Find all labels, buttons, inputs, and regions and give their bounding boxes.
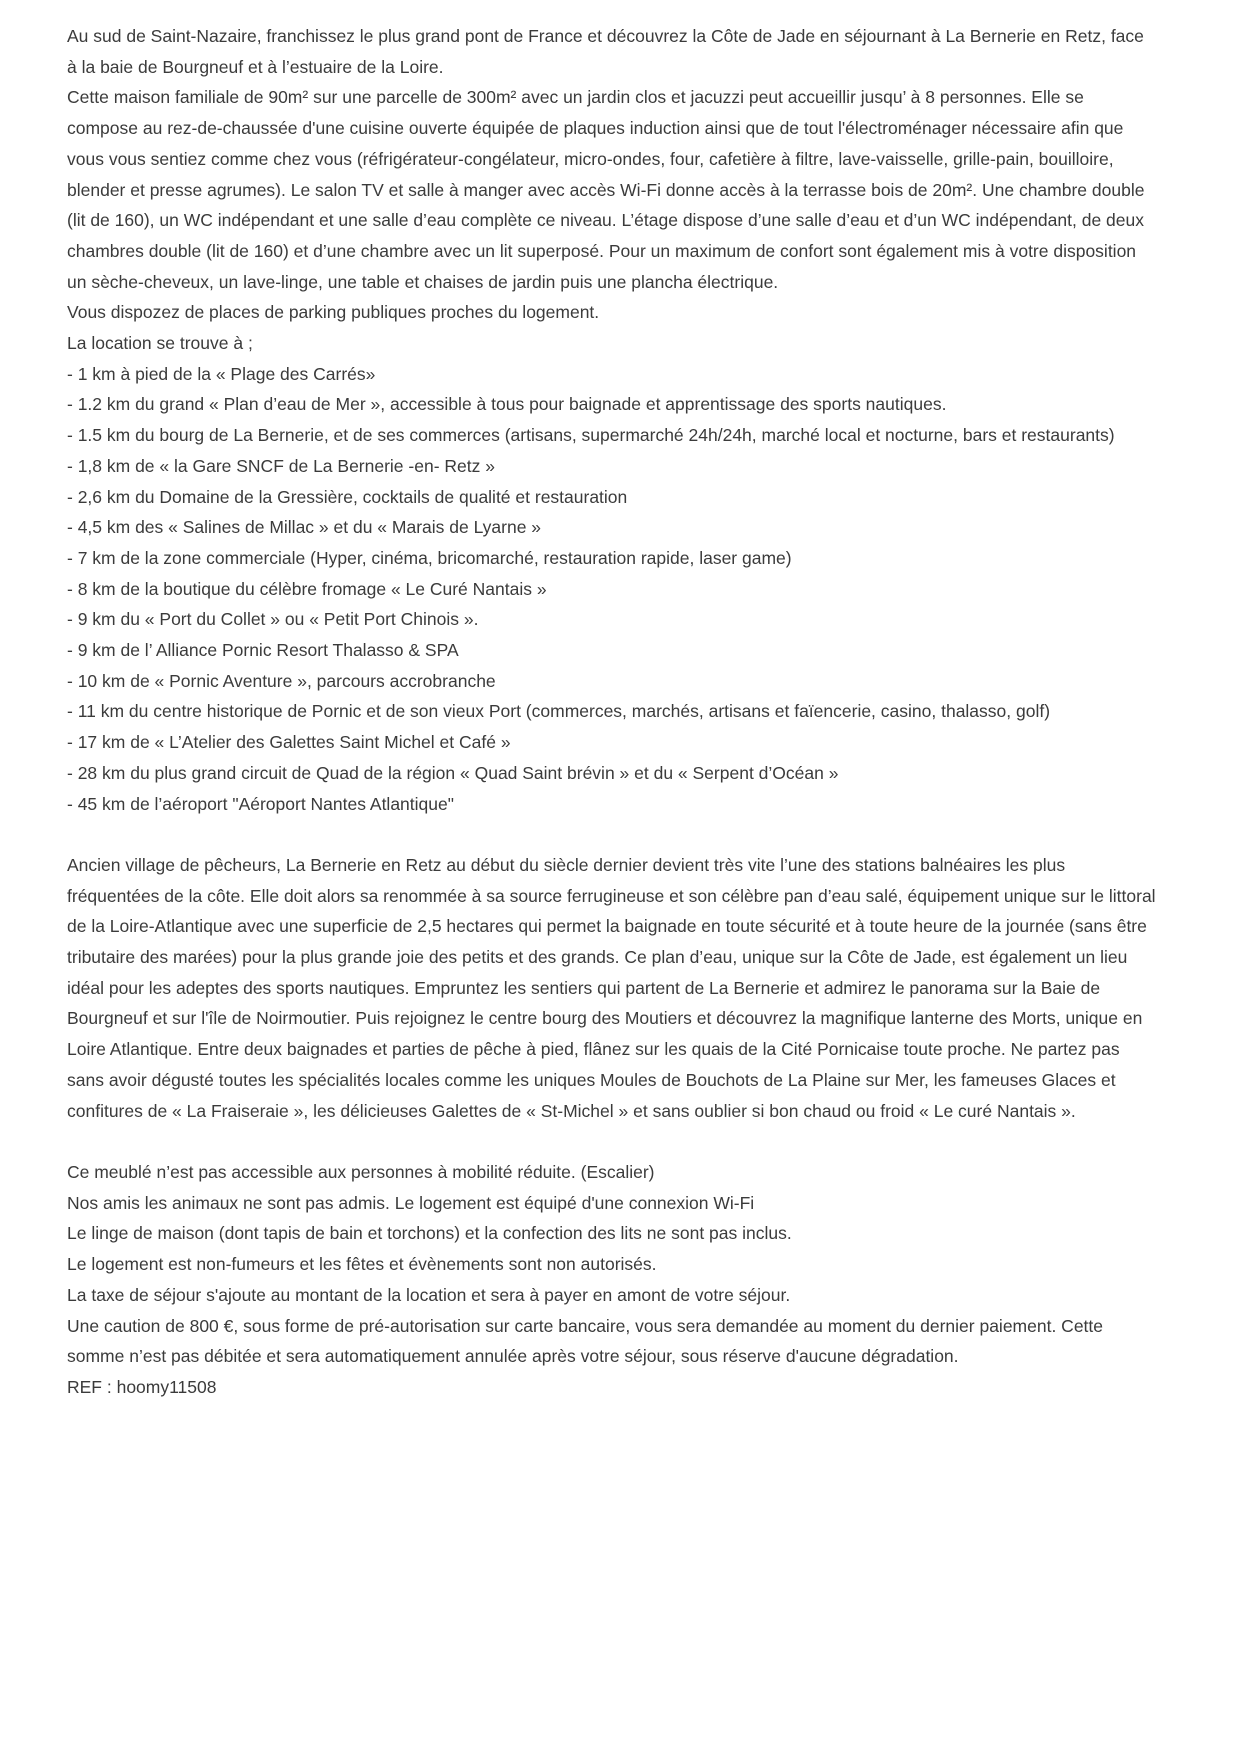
distance-item: - 2,6 km du Domaine de la Gressière, cocktails de qualité et restauration (67, 486, 628, 507)
condition-line: Le logement est non-fumeurs et les fêtes et évènements sont non autorisés. (67, 1254, 657, 1275)
distance-item: - 28 km du plus grand circuit de Quad de la région « Quad Saint brévin » et du « Serpent d’Océan » (67, 762, 839, 783)
distance-item: - 11 km du centre historique de Pornic et de son vieux Port (commerces, marchés, artisans et faïencerie, casino, thalasso, golf) (67, 701, 1051, 722)
distance-item: - 7 km de la zone commerciale (Hyper, cinéma, bricomarché, restauration rapide, laser game) (67, 547, 792, 568)
location-heading: La location se trouve à ; (67, 333, 253, 354)
condition-line: Nos amis les animaux ne sont pas admis. Le logement est équipé d'une connexion Wi-Fi (67, 1192, 755, 1213)
distance-item: - 8 km de la boutique du célèbre fromage « Le Curé Nantais » (67, 578, 547, 599)
distance-item: - 1 km à pied de la « Plage des Carrés» (67, 363, 376, 384)
condition-line: Une caution de 800 €, sous forme de pré-autorisation sur carte bancaire, vous sera demandée au moment du dernier paiement. Cette somme n’est pas débitée et sera automatiquement annulée après votre séjour, sous réserve d'aucune dégradation. (67, 1315, 1108, 1367)
distance-item: - 1,8 km de « la Gare SNCF de La Bernerie -en- Retz » (67, 455, 495, 476)
distance-item: - 45 km de l’aéroport "Aéroport Nantes Atlantique" (67, 793, 454, 814)
history-paragraph: Ancien village de pêcheurs, La Bernerie en Retz au début du siècle dernier devient très vite l’une des stations balnéaires les plus fréquentées de la côte. Elle doit alors sa renommée à sa source ferrugineuse et son célèbre pan d’eau salé, équipement unique sur le littoral de la Loire-Atlantique avec une superficie de 2,5 hectares qui permet la baignade en toute sécurité et à toute heure de la journée (sans être tributaire des marées) pour la plus grande joie des petits et des grands. Ce plan d’eau, unique sur la Côte de Jade, est également un lieu idéal pour les adeptes des sports nautiques. Empruntez les sentiers qui partent de La Bernerie et admirez le panorama sur la Baie de Bourgneuf et sur l'île de Noirmoutier. Puis rejoignez le centre bourg des Moutiers et découvrez la magnifique lanterne des Morts, unique en Loire Atlantique. Entre deux baignades et parties de pêche à pied, flânez sur les quais de la Cité Pornicaise toute proche. Ne partez pas sans avoir dégusté toutes les spécialités locales comme les uniques Moules de Bouchots de La Plaine sur Mer, les fameuses Glaces et confitures de « La Fraiseraie », les délicieuses Galettes de « St-Michel » et sans oublier si bon chaud ou froid « Le curé Nantais ». (67, 854, 1161, 1121)
reference-line: REF : hoomy11508 (67, 1376, 217, 1397)
distance-item: - 1.5 km du bourg de La Bernerie, et de ses commerces (artisans, supermarché 24h/24h, marché local et nocturne, bars et restaurants) (67, 425, 1115, 446)
distance-item: - 9 km de l’ Alliance Pornic Resort Thalasso & SPA (67, 640, 459, 661)
blank-line (67, 819, 1156, 850)
description-paragraph: Cette maison familiale de 90m² sur une parcelle de 300m² avec un jardin clos et jacuzzi peut accueillir jusqu’ à 8 personnes. Elle se compose au rez-de-chaussée d'une cuisine ouverte équipée de plaques induction ainsi que de tout l'électroménager nécessaire afin que vous vous sentiez comme chez vous (réfrigérateur-congélateur, micro-ondes, four, cafetière à filtre, lave-vaisselle, grille-pain, bouilloire, blender et presse agrumes). Le salon TV et salle à manger avec accès Wi-Fi donne accès à la terrasse bois de 20m². Une chambre double (lit de 160), un WC indépendant et une salle d’eau complète ce niveau. L’étage dispose d’une salle d’eau et d’un WC indépendant, de deux chambres double (lit de 160) et d’une chambre avec un lit superposé. Pour un maximum de confort sont également mis à votre disposition un sèche-cheveux, un lave-linge, une table et chaises de jardin puis une plancha électrique. (67, 87, 1150, 292)
condition-line: La taxe de séjour s'ajoute au montant de la location et sera à payer en amont de votre séjour. (67, 1284, 791, 1305)
distance-item: - 17 km de « L’Atelier des Galettes Saint Michel et Café » (67, 732, 511, 753)
condition-line: Ce meublé n’est pas accessible aux personnes à mobilité réduite. (Escalier) (67, 1161, 655, 1182)
intro-paragraph: Au sud de Saint-Nazaire, franchissez le plus grand pont de France et découvrez la Côte de Jade en séjournant à La Bernerie en Retz, face à la baie de Bourgneuf et à l’estuaire de la Loire. (67, 26, 1149, 77)
blank-line (67, 1126, 1156, 1157)
distance-item: - 9 km du « Port du Collet » ou « Petit Port Chinois ». (67, 609, 479, 630)
distance-item: - 4,5 km des « Salines de Millac » et du « Marais de Lyarne » (67, 517, 542, 538)
condition-line: Le linge de maison (dont tapis de bain et torchons) et la confection des lits ne sont pas inclus. (67, 1223, 792, 1244)
distance-item: - 1.2 km du grand « Plan d’eau de Mer », accessible à tous pour baignade et apprentissage des sports nautiques. (67, 394, 947, 415)
distance-item: - 10 km de « Pornic Aventure », parcours accrobranche (67, 670, 496, 691)
parking-note: Vous dispozez de places de parking publiques proches du logement. (67, 302, 600, 323)
